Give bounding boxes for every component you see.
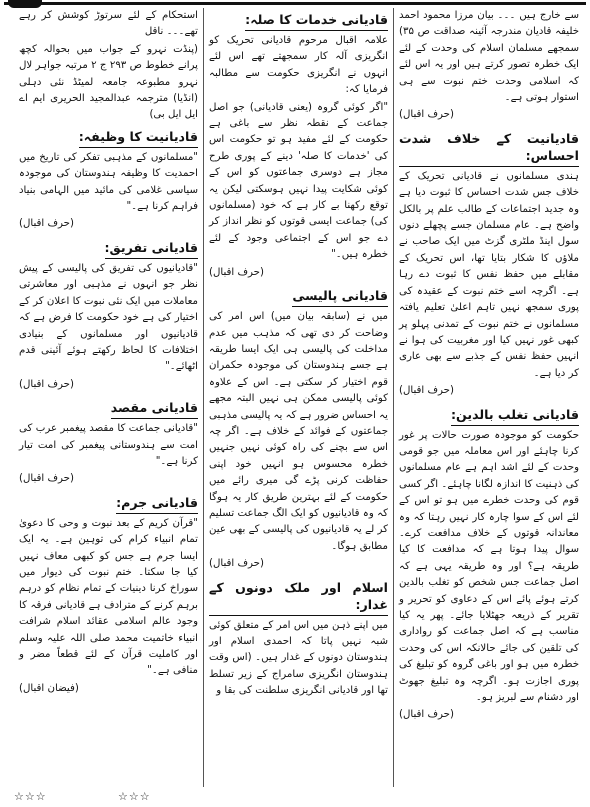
source-citation: (حرف اقبال) (209, 266, 264, 278)
section-heading: اسلام اور ملک دونوں کے غدار: (209, 579, 388, 616)
paragraph: میں اپنے ذہن میں اس امر کے متعلق کوئی شبہ نہیں پاتا کہ احمدی اسلام اور ہندوستان دونوں کے غدار ہیں۔ (اس وقت ہندوستان انگریزی سامراج کے زیر تسلط تھا اور قادیانی انگریزی سلطنت کی بقا و (209, 619, 388, 697)
source-citation: (فیضان اقبال) (19, 682, 79, 694)
section-heading: قادیانی پالیسی (292, 287, 388, 307)
paragraph: استحکام کے لئے سرتوڑ کوشش کر رہے تھے۔۔۔ ناقل (19, 10, 198, 38)
source-citation: (حرف اقبال) (19, 473, 74, 485)
source-citation: (حرف اقبال) (399, 709, 454, 721)
column-left (14, 8, 204, 787)
quote-paragraph: "قادیانی جماعت کا مقصد پیغمبر عرب کی امت سے ہندوستانی پیغمبر کی امت تیار کرنا ہے۔" (19, 423, 198, 467)
column-right (394, 8, 584, 787)
source-citation: (حرف اقبال) (399, 385, 454, 397)
footer-stars-left: ☆☆☆ (14, 790, 47, 803)
paragraph: حکومت کو موجودہ صورت حالات پر غور کرنا چاہئے اور اس معاملہ میں جو قومی وحدت کے لئے اشد اہم ہے عام مسلمانوں کی ذہنیت کا اندازہ لگانا چاہئے۔ اگر کسی قوم کی وحدت خطرے میں ہو تو اس کے لئے اس کے سوا چارہ کار نہیں رہتا کہ وہ معاندانہ قوتوں کے خلاف مدافعت کرے۔ سوال پیدا ہوتا ہے کہ مدافعت کا کیا طریقہ ہے؟ اور وہ طریقہ یہی ہے کہ اصل جماعت جس شخص کو تغلب بالدین کرتے ہوئے پائے اس کے دعاوی کو تحریر و تقریر کے ذریعہ جھٹلایا جائے۔ پھر یہ کیا مناسب ہے کہ اصل جماعت کو رواداری کی تلقین کی جائے حالانکہ اس کی وحدت خطرہ میں ہو اور باغی گروہ کو تبلیغ کی پوری اجازت ہو۔ اگرچہ وہ تبلیغ جھوٹ اور دشنام سے لبریز ہو۔ (399, 429, 579, 704)
paragraph: میں نے (سابقہ بیان میں) اس امر کی وضاحت کر دی تھی کہ مذہب میں عدم مداخلت کی پالیسی ہی ایک ایسا طریقہ ہے جسے ہندوستان کی موجودہ حکمران قوم اختیار کر سکتی ہے۔ اس کے علاوہ کوئی پالیسی ممکن ہی نہیں البتہ مجھے یہ احساس ضرور ہے کہ یہ پالیسی مذہبی جماعتوں کے فوائد کے خلاف ہے۔ اگر چہ اس سے بچنے کی راہ کوئی نہیں جنہیں خطرہ محسوس ہو انہیں خود اپنی حفاظت کرنی پڑے گی میری رائے میں حکومت کے لئے بہترین طریق کار یہ ہوگا کہ وہ قادیانیوں کو ایک الگ جماعت تسلیم کر لے یہ قادیانیوں کی پالیسی کے بھی عین مطابق ہوگا۔ (209, 311, 388, 552)
quote-paragraph: "قرآن کریم کے بعد نبوت و وحی کا دعویٰ تمام انبیاء کرام کی توہین ہے۔ یہ ایک ایسا جرم ہے جس کو کبھی معاف نہیں کیا جا سکتا۔ ختم نبوت کی دیوار میں سوراخ کرنا دینیات کے تمام نظام کو درہم برہم کرنے کے مترادف ہے قادیانی فرقہ کا وجود عالم اسلامی عقائد اسلام شرافت انبیاء خاتمیت محمد صلی اللہ علیہ وسلم اور کاملیت قرآن کے لئے قطعاً مضر و منافی ہے۔" (19, 517, 198, 677)
source-citation: (حرف اقبال) (209, 558, 264, 570)
paragraph: علامہ اقبال مرحوم قادیانی تحریک کو انگریزی آلہ کار سمجھتے تھے اس لئے انہوں نے انگریزی حکومت سے مطالبہ فرمایا کہ: (209, 35, 388, 96)
column-middle (204, 8, 394, 787)
source-citation: (پنڈت نہرو کے جواب میں بحوالہ کچھ پرانے خطوط ص ۲۹۳ ج ۲ مرتبہ جواہر لال نہرو مطبوعہ جامعہ لمیٹڈ نئی دہلی (انڈیا) مترجمہ عبدالمجید الحریری ایم اے ایل ایل بی) (19, 43, 198, 121)
section-heading: قادیانی مقصد (111, 399, 198, 419)
paragraph: ہندی مسلمانوں نے قادیانی تحریک کے خلاف جس شدت احساس کا ثبوت دیا ہے وہ جدید اجتماعات کے طالب علم پر بالکل واضح ہے۔ عام مسلمان جسے پچھلے دنوں سول اینڈ ملٹری گزٹ میں ایک صاحب نے ملاؤں کا شکار بتایا تھا، اس تحریک کے مقابلے میں حفظ نفس کا ثبوت دے رہا ہے۔ اگرچہ اسے ختم نبوت کے عقیدہ کی پوری سمجھ نہیں تاہم اعلیٰ تعلیم یافتہ مسلمانوں نے ختم نبوت کے تمدنی پہلو پر کبھی غور نہیں کیا اور مغربیت کی ہوا نے انہیں حفظ نفس کے جذبے سے بھی عاری کر دیا ہے۔ (399, 170, 579, 379)
section-heading: قادیانی تفریق: (105, 239, 199, 259)
section-heading: قادیانیت کا وظیفہ: (79, 128, 198, 148)
section-heading: قادیانی تغلب بالدین: (451, 406, 579, 426)
quote-paragraph: "اگر کوئی گروہ (یعنی قادیانی) جو اصل جماعت کے نقطہ نظر سے باغی ہے حکومت کے لئے مفید ہو تو حکومت اس کی 'خدمات کا صلہ' دینے کے پوری طرح مجاز ہے دوسری جماعتوں کو اس کے کوئی شکایت پیدا نہیں ہوسکتی لیکن یہ توقع رکھنا بے کار ہے کہ خود (مسلمانوں کی) جماعت ایسی قوتوں کو نظر انداز کر دے جو اس کے اجتماعی وجود کے لئے خطرہ ہیں۔" (209, 101, 388, 261)
three-column-layout (8, 8, 584, 787)
section-heading: قادیانی خدمات کا صلہ: (245, 11, 388, 31)
quote-paragraph: "قادیانیوں کی تفریق کی پالیسی کے پیش نظر جو انہوں نے مذہبی اور معاشرتی معاملات میں ایک نئی نبوت کا اعلان کر کے اختیار کی ہے خود حکومت کا فرض ہے کہ قادیانیوں اور مسلمانوں کے بنیادی اختلافات کا لحاظ رکھتے ہوئے آئینی قدم اٹھائے۔" (19, 262, 198, 373)
source-citation: (حرف اقبال) (399, 109, 454, 121)
section-heading: قادیانی جرم: (116, 494, 198, 514)
top-rule (4, 2, 586, 5)
section-heading: قادیانیت کے خلاف شدت احساس: (399, 130, 579, 167)
footer-stars-middle: ☆☆☆ (118, 790, 151, 803)
source-citation: (حرف اقبال) (19, 378, 74, 390)
quote-paragraph: "مسلمانوں کے مذہبی تفکر کی تاریخ میں احمدیت کا وظیفہ ہندوستان کی موجودہ سیاسی غلامی کی مائید میں الہامی بنیاد فراہم کرنا ہے۔" (19, 151, 198, 213)
top-ornament (8, 0, 42, 8)
paragraph: سے خارج ہیں ۔۔۔ بیان مرزا محمود احمد خلیفہ قادیان مندرجہ آئینہ صداقت ص ۳۵) سمجھے مسلمان اسلام کی وحدت کے لئے ایک خطرہ تصور کرتے ہیں اور یہ اس لئے کہ اسلامی وحدت ختم نبوت سے ہی استوار ہوتی ہے۔ (399, 10, 579, 104)
source-citation: (حرف اقبال) (19, 218, 74, 230)
